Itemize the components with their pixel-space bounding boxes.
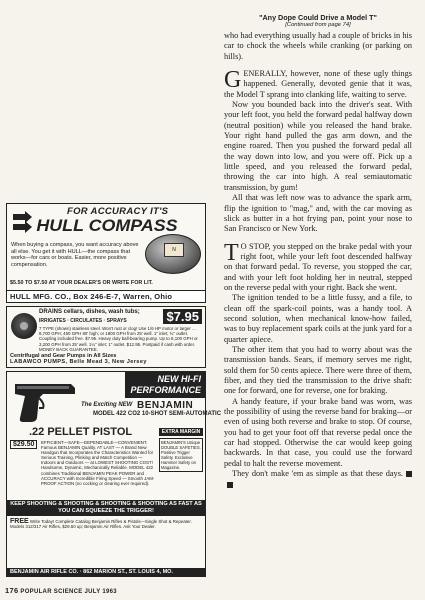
free-text: Write Today! Complete Catalog Benjamin Rifles & Pistols—Single Shot & Repeater. Models 312/317 Air Rifles, $29.50 up; Benjamin Air Rifles. Ask Your Dealer. (10, 519, 192, 530)
article-paragraph: All that was left now was to advance the spark arm, flip the ignition to "mag," and, with the car moving as slick as butter in a hot frying pan, point your nose to San Francisco or New York. (224, 193, 412, 234)
benjamin-brand: BENJAMIN (137, 400, 194, 411)
drop-cap: G (224, 67, 242, 94)
drains-headline: DRAINS cellars, dishes, wash tubs; (39, 309, 140, 315)
drains-company: LABAWCO PUMPS, Belle Mead 3, New Jersey (10, 359, 147, 366)
benjamin-address: BENJAMIN AIR RIFLE CO. · 862 MARION ST., ST. LOUIS 4, MO. (7, 568, 205, 576)
hull-maker: HULL MFG. CO., Box 246-E-7, Warren, Ohio (7, 290, 205, 302)
hull-price: $5.50 TO $7.50 AT YOUR DEALER'S OR WRITE FOR LIT. (10, 280, 153, 286)
benjamin-intro: The Exciting NEW (81, 402, 133, 408)
paragraph-text: They don't make 'em as simple as that these days. (232, 469, 403, 479)
benjamin-safeties: BENJAMIN'S Unique DOUBLE SAFETIES. Positive Trigger Safety. Exclusive Hammer Safety on Magazine. (159, 438, 203, 472)
benjamin-free-catalog (10, 519, 204, 529)
article-paragraph: The ignition tended to be a little fussy, and a file, to clean off the spark-coil points, was a handy tool. A second solution, when mechanical know-how failed, was to buy replacement spark coils at the junk yard for a quarter apiece. (224, 293, 412, 344)
benjamin-pistol-ad[interactable] (6, 371, 222, 577)
drains-price: $7.95 (163, 309, 202, 324)
drains-subhead: IRRIGATES · CIRCULATES · SPRAYS (39, 318, 127, 324)
hull-tagline: FOR ACCURACY IT'S (67, 206, 169, 217)
model-number: MODEL 422 (93, 411, 127, 417)
labawco-pump-ad[interactable] (6, 306, 206, 368)
page-footer (5, 586, 117, 595)
model-desc: CO2 10-SHOT SEMI-AUTOMATIC (127, 411, 222, 417)
article-paragraph: Now you bounded back into the driver's seat. With your left foot, you held the forward pedal halfway down (neutral position) while you released the hand brake. Your right hand pulled the gas arm down, and the engine roared. Then you pushed the forward pedal all the way down into low, and you were off. Pick up a little speed, and you released the forward pedal, throwing the car into high. A real semiautomatic transmission, by gum! (224, 100, 412, 192)
article-column (224, 14, 412, 490)
free-label: FREE (10, 518, 29, 525)
paragraph-text: ENERALLY, however, none of these ugly things happened. Generally, devoted genie that it was, the Model T sprang into clanking life, waiting to serve. (224, 69, 412, 99)
page-number: 176 (5, 586, 19, 595)
benjamin-price: $29.50 (10, 440, 37, 449)
benjamin-banner (125, 372, 205, 398)
continued-title: "Any Dope Could Drive a Model T" (259, 13, 377, 22)
article-body (224, 31, 412, 490)
article-paragraph: The other item that you had to worry about was the transmission bands. Sears, if memory serves me right, sold them for 50 cents apiece. There were three of them, fiber, and they tied the transmission to the drive shaft: one for forward, one for reverse, one for braking. (224, 344, 412, 396)
compass-face: N (164, 243, 184, 257)
banner-line2: PERFORMANCE (130, 385, 201, 395)
publication-line: POPULAR SCIENCE JULY 1963 (20, 589, 117, 595)
end-mark-icon (406, 471, 412, 477)
compass-image (145, 234, 201, 274)
article-paragraph: A handy feature, if your brake band was worn, was the possibility of using the reverse band for braking—or even of using both reverse and brake to stop. Of course, you had to get your foot off that reverse pedal once the car had stopped. Otherwise the car would keep going backwards. In that case, you could use the forward pedal to halt the reverse movement. (224, 396, 412, 468)
benjamin-model (93, 411, 221, 417)
benjamin-extra-margin: EXTRA MARGIN (159, 428, 203, 436)
benjamin-body-text: EFFICIENT—SAFE—DEPENDABLE—CONVENIENT. Famous BENJAMIN Quality. AT LAST — A Brand New Handgun that Incorporates the Characteristics Wanted for Serious Training, Plinking and Match Competition — Indoors and Outdoors — at LOWEST SHOOTING COST! Handsome, Dynamic, Mechanically Reliable. MODEL 422 combines Traditional BENJAMIN PEAK POWER and ACCURACY with Incredible Firing Speed — Smooth JAM-PROOF ACTION (no cocking or clearing ever required). (41, 440, 155, 486)
article-paragraph (224, 469, 412, 490)
pistol-icon (13, 378, 83, 424)
article-paragraph: who had everything usually had a couple of bricks in his car to chock the wheels while cranking (or parking on hills). (224, 31, 412, 61)
article-paragraph (224, 239, 412, 294)
drains-body-text: 7 TYPE (shown) stainless steel. Won't rust or clog! Use 1/6 HP motor or larger ... 8,700 GPH; 450 GPH 80' high; or 1800 GPH from 25' well. 1" inlet; ¾" outlet. Coupling included free. $7.95. Heavy duty ball-bearing pump. Up to 8,100 GPH or 3,200 GPH from 25' well. 1¼" inlet; 1" outlet. $12.95. Postpaid if cash with order. MONEY BACK GUARANTEE. (39, 326, 198, 352)
benjamin-pellet: .22 PELLET PISTOL (29, 426, 133, 438)
end-mark-icon (227, 482, 233, 488)
pump-image (11, 313, 37, 339)
advertisement-column (6, 203, 222, 579)
article-paragraph (224, 69, 412, 100)
banner-line1: NEW HI-FI (157, 374, 201, 384)
paragraph-text: O STOP, you stepped on the brake pedal with your right foot, while your left foot descended halfway on that forward pedal. To reverse, you stopped the car, and with your left foot holding her in neutral, stepped on the reverse pedal with your right. Back she went. (224, 241, 412, 292)
continued-subtitle: [Continued from page 74] (285, 22, 351, 28)
hull-compass-ad[interactable] (6, 203, 206, 303)
hull-brand: HULL COMPASS (36, 216, 178, 235)
drains-foot-line1: Centrifugal and Gear Pumps in All Sizes (10, 352, 117, 359)
drains-footer (10, 353, 204, 366)
benjamin-keep-shooting: KEEP SHOOTING & SHOOTING & SHOOTING & SHOOTING AS FAST AS YOU CAN SQUEEZE THE TRIGGER! (7, 500, 205, 516)
hull-body-text: When buying a compass, you want accuracy above all else. You get it with HULL—the compass that works—for cars or boats. Easier, more positive compensation. (11, 242, 139, 268)
drop-cap: T (224, 239, 239, 266)
